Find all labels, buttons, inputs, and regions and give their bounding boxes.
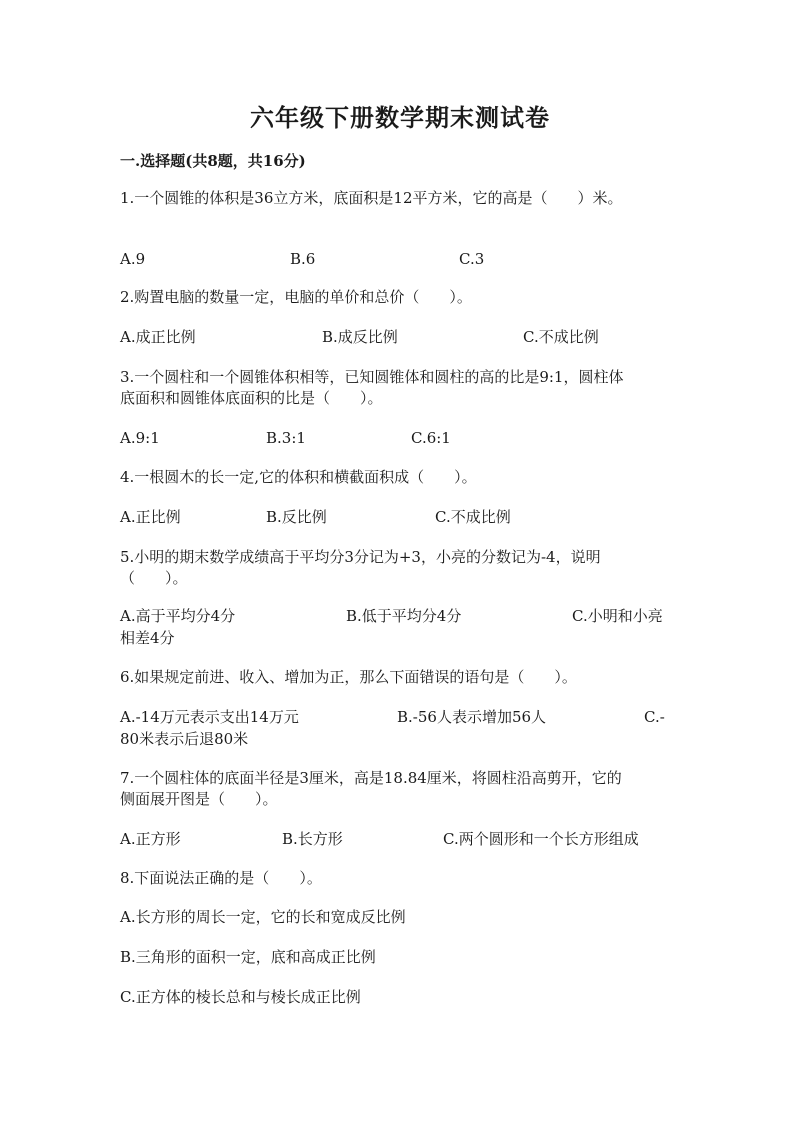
question-7-option-c: C.两个圆形和一个长方形组成 (443, 830, 639, 848)
question-4-option-a: A.正比例 (120, 508, 181, 526)
question-7-stem-line-2: 侧面展开图是（ ）。 (120, 790, 278, 808)
question-6-option-c: C.- (644, 708, 665, 726)
question-7-option-b: B.长方形 (282, 830, 343, 848)
question-6-option-c-continued: 80米表示后退80米 (120, 730, 249, 748)
question-5-option-b: B.低于平均分4分 (346, 607, 462, 625)
question-3-stem-line-2: 底面积和圆锥体底面积的比是（ ）。 (120, 389, 383, 407)
question-5-option-a: A.高于平均分4分 (120, 607, 236, 625)
question-5-option-c: C.小明和小亮 (572, 607, 663, 625)
page-title: 六年级下册数学期末测试卷 (250, 103, 550, 132)
question-4-stem: 4.一根圆木的长一定,它的体积和横截面积成（ ）。 (120, 468, 477, 486)
section-heading: 一.选择题(共8题，共16分) (120, 152, 306, 170)
question-3-option-b: B.3:1 (266, 429, 306, 447)
question-6-stem: 6.如果规定前进、收入、增加为正，那么下面错误的语句是（ ）。 (120, 668, 577, 686)
question-5-stem-line-2: （ ）。 (120, 569, 188, 587)
question-3-option-c: C.6:1 (411, 429, 451, 447)
question-4-option-c: C.不成比例 (435, 508, 511, 526)
question-4-option-b: B.反比例 (266, 508, 327, 526)
question-2-stem: 2.购置电脑的数量一定，电脑的单价和总价（ ）。 (120, 288, 472, 306)
question-2-option-a: A.成正比例 (120, 328, 196, 346)
question-8-option-b: B.三角形的面积一定，底和高成正比例 (120, 948, 376, 966)
question-8-option-c: C.正方体的棱长总和与棱长成正比例 (120, 988, 361, 1006)
question-6-option-a: A.-14万元表示支出14万元 (120, 708, 299, 726)
question-8-stem: 8.下面说法正确的是（ ）。 (120, 869, 322, 887)
question-1-option-a: A.9 (120, 250, 146, 268)
question-5-stem-line-1: 5.小明的期末数学成绩高于平均分3分记为+3，小亮的分数记为-4，说明 (120, 548, 601, 566)
question-1-option-c: C.3 (459, 250, 485, 268)
question-2-option-c: C.不成比例 (523, 328, 599, 346)
question-7-stem-line-1: 7.一个圆柱体的底面半径是3厘米，高是18.84厘米，将圆柱沿高剪开，它的 (120, 769, 622, 787)
question-5-option-c-continued: 相差4分 (120, 629, 175, 647)
question-2-option-b: B.成反比例 (322, 328, 398, 346)
question-1-stem: 1.一个圆锥的体积是36立方米，底面积是12平方米，它的高是（ ）米。 (120, 189, 623, 207)
question-6-option-b: B.-56人表示增加56人 (397, 708, 547, 726)
question-3-stem-line-1: 3.一个圆柱和一个圆锥体积相等，已知圆锥体和圆柱的高的比是9:1，圆柱体 (120, 368, 624, 386)
question-1-option-b: B.6 (290, 250, 316, 268)
question-7-option-a: A.正方形 (120, 830, 181, 848)
question-3-option-a: A.9:1 (120, 429, 160, 447)
question-8-option-a: A.长方形的周长一定，它的长和宽成反比例 (120, 908, 406, 926)
